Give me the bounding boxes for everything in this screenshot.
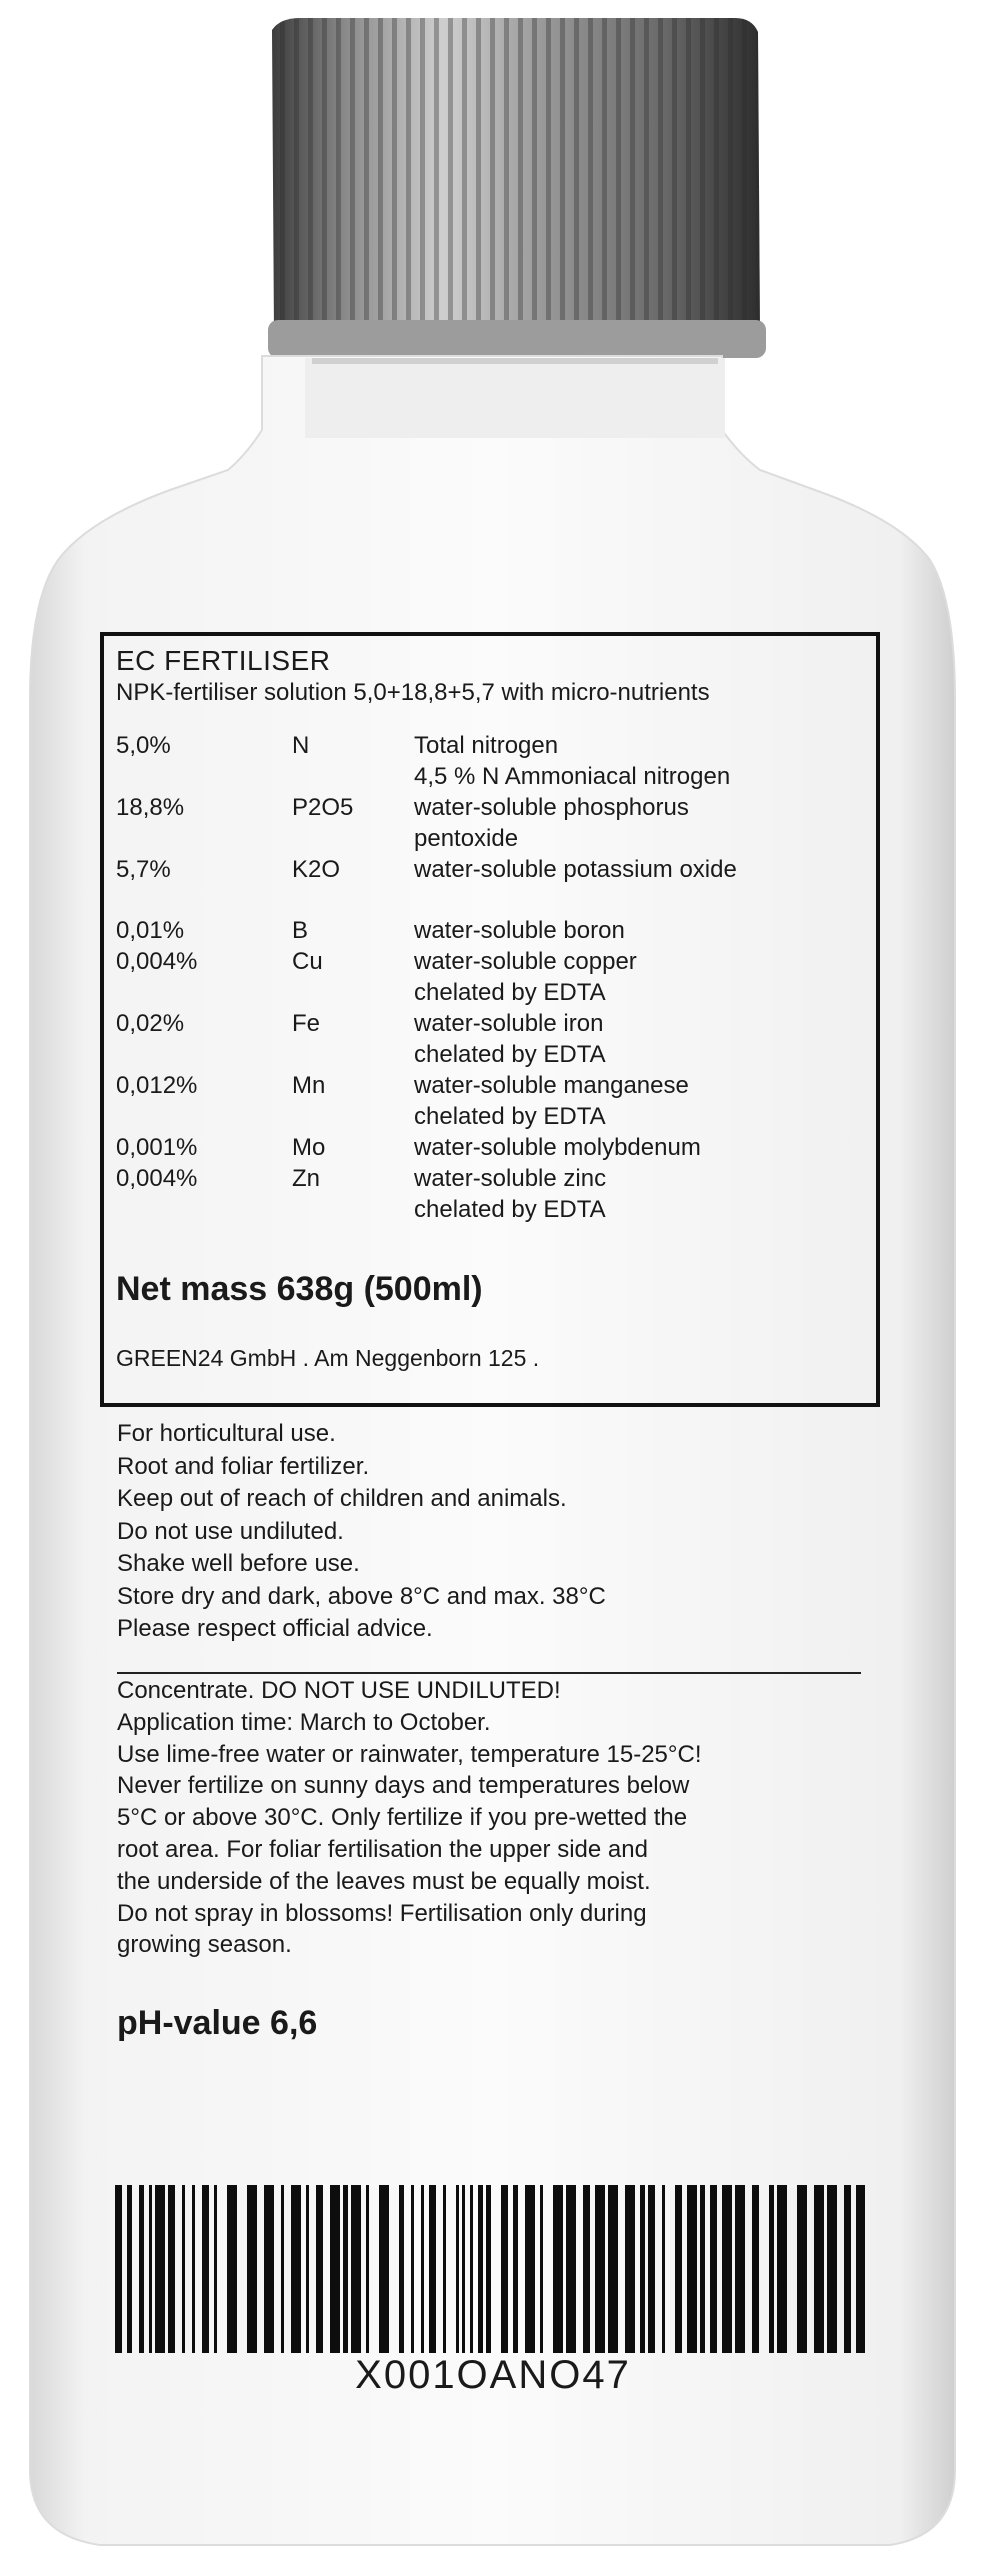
nutrient-label [100,632,880,1407]
barcode-bar [752,2185,759,2353]
barcode-bar [421,2185,424,2353]
nutrient-desc-line: water-soluble potassium oxide [414,856,737,883]
barcode-bar [139,2185,144,2353]
nutrient-symbol: K2O [292,856,341,883]
nutrient-row-mn [116,1070,864,1132]
barcode-bar [700,2185,705,2353]
nutrient-pct: 0,004% [116,948,198,975]
barcode-bar [553,2185,563,2353]
nutrient-symbol: Mn [292,1072,326,1099]
application-instructions [117,1675,907,1961]
nutrient-desc-line: chelated by EDTA [414,1103,606,1130]
barcode-bar [662,2185,665,2353]
barcode-bar [343,2185,348,2353]
barcode-bar [291,2185,301,2353]
nutrient-desc-line: pentoxide [414,825,519,852]
nutrient-row-p2o5 [116,792,864,854]
barcode-bar [583,2185,590,2353]
net-mass: Net mass 638g (500ml) [116,1270,483,1308]
barcode-bar [675,2185,682,2353]
nutrient-desc-line: water-soluble manganese [414,1072,689,1099]
nutrient-desc [414,792,864,854]
usage-info [117,1418,907,1646]
barcode-bar [769,2185,774,2353]
usage-line: Never fertilize on sunny days and temperatures below [117,1772,690,1800]
barcode-bar [306,2185,309,2353]
spacer [116,885,864,915]
nutrient-desc [414,915,864,946]
barcode-bar [814,2185,824,2353]
usage-line: growing season. [117,1931,292,1959]
barcode-bar [722,2185,732,2353]
nutrient-desc-line: 4,5 % N Ammoniacal nitrogen [414,763,731,790]
barcode-bar [595,2185,605,2353]
nutrient-pct: 0,02% [116,1010,185,1037]
nutrient-desc [414,1008,864,1070]
barcode-bar [316,2185,323,2353]
barcode-bar [856,2185,865,2353]
barcode-bar [227,2185,237,2353]
barcode-bar [115,2185,122,2353]
nutrient-pct: 0,004% [116,1165,198,1192]
barcode-bar [608,2185,618,2353]
barcode-bar [168,2185,175,2353]
barcode-bar [149,2185,152,2353]
barcode-bar [202,2185,209,2353]
barcode-bar [443,2185,446,2353]
nutrient-desc-line: water-soluble boron [414,917,625,944]
barcode-bar [127,2185,132,2353]
barcode-bar [399,2185,404,2353]
nutrient-pct: 0,001% [116,1134,198,1161]
nutrient-symbol: B [292,917,309,944]
barcode-bar [330,2185,340,2353]
barcode-bar [214,2185,217,2353]
barcode-bar [366,2185,369,2353]
usage-line: Concentrate. DO NOT USE UNDILUTED! [117,1677,561,1704]
ph-value: pH-value 6,6 [117,2004,318,2042]
nutrient-desc-line: chelated by EDTA [414,1196,606,1223]
barcode-number: X001OANO47 [355,2353,631,2397]
info-line: Keep out of reach of children and animals. [117,1485,567,1512]
info-line: Store dry and dark, above 8°C and max. 38°C [117,1582,606,1610]
barcode-bar [411,2185,414,2353]
nutrient-desc-line: chelated by EDTA [414,1041,606,1068]
barcode-bar [777,2185,787,2353]
barcode-bar [379,2185,389,2353]
usage-line: Do not spray in blossoms! Fertilisation only during [117,1899,647,1927]
nutrient-desc-line: chelated by EDTA [414,979,606,1006]
barcode-bar [687,2185,697,2353]
nutrient-desc-line: water-soluble zinc [414,1165,607,1192]
nutrient-pct: 0,01% [116,917,185,944]
barcode-bar [625,2185,635,2353]
barcode-bar [155,2185,165,2353]
barcode-bar [247,2185,257,2353]
nutrient-symbol: Mo [292,1134,326,1161]
nutrient-desc-line: water-soluble phosphorus [414,794,689,821]
info-line: Root and foliar fertilizer. [117,1452,370,1480]
nutrient-row-cu [116,946,864,1008]
barcode-bar [513,2185,518,2353]
nutrient-desc-line: water-soluble iron [414,1010,604,1037]
barcode-bar [351,2185,361,2353]
barcode-bar [540,2185,543,2353]
nutrient-row-mo [116,1132,864,1163]
usage-line: the underside of the leaves must be equally moist. [117,1867,651,1895]
barcode-bar [566,2185,576,2353]
barcode-bar [429,2185,436,2353]
barcode-bar [501,2185,508,2353]
nutrient-desc-line: water-soluble copper [414,948,637,975]
nutrient-symbol: Fe [292,1010,321,1037]
barcode-bar [827,2185,837,2353]
usage-line: Application time: March to October. [117,1708,491,1736]
barcode-bar [844,2185,851,2353]
nutrient-symbol: Zn [292,1165,321,1192]
usage-line: 5°C or above 30°C. Only fertilize if you pre-wetted the [117,1804,688,1832]
barcode-bar [462,2185,465,2353]
product-title: EC FERTILISER [116,645,331,676]
barcode-bar [192,2185,195,2353]
barcode-bar [710,2185,717,2353]
nutrient-row-zn [116,1163,864,1225]
nutrient-row-fe [116,1008,864,1070]
barcode [115,2185,865,2353]
info-line: For horticultural use. [117,1420,336,1447]
barcode-bar [525,2185,535,2353]
nutrient-symbol: N [292,732,310,759]
barcode-bar [182,2185,185,2353]
barcode-bar [281,2185,284,2353]
product-subtitle: NPK-fertiliser solution 5,0+18,8+5,7 with micro-nutrients [116,679,710,706]
barcode-bar [640,2185,645,2353]
nutrient-row-b [116,915,864,946]
nutrient-pct: 5,7% [116,856,171,883]
barcode-bar [456,2185,459,2353]
nutrient-desc [414,946,864,1008]
nutrient-desc [414,1132,864,1163]
nutrient-desc [414,854,864,885]
info-line: Please respect official advice. [117,1615,433,1642]
nutrient-pct: 5,0% [116,732,171,759]
barcode-bar [648,2185,655,2353]
nutrient-row-k2o [116,854,864,885]
nutrient-desc-line: Total nitrogen [414,732,559,759]
barcode-bar [470,2185,473,2353]
nutrient-pct: 0,012% [116,1072,198,1099]
usage-line: Use lime-free water or rainwater, temperature 15-25°C! [117,1740,702,1768]
company-address: GREEN24 GmbH . Am Neggenborn 125 . [116,1345,540,1371]
nutrient-desc-line: water-soluble molybdenum [414,1134,701,1161]
barcode-bar [486,2185,491,2353]
nutrient-desc [414,730,864,792]
nutrient-row-n [116,730,864,792]
barcode-bar [797,2185,807,2353]
barcode-bar [478,2185,483,2353]
barcode-bar [735,2185,745,2353]
barcode-bar [264,2185,274,2353]
usage-line: root area. For foliar fertilisation the upper side and [117,1835,648,1863]
divider [117,1672,861,1674]
nutrient-pct: 18,8% [116,794,185,821]
nutrient-symbol: P2O5 [292,794,354,821]
nutrient-desc [414,1163,864,1225]
info-line: Shake well before use. [117,1550,360,1577]
nutrient-desc [414,1070,864,1132]
nutrient-symbol: Cu [292,948,323,975]
info-line: Do not use undiluted. [117,1517,344,1545]
